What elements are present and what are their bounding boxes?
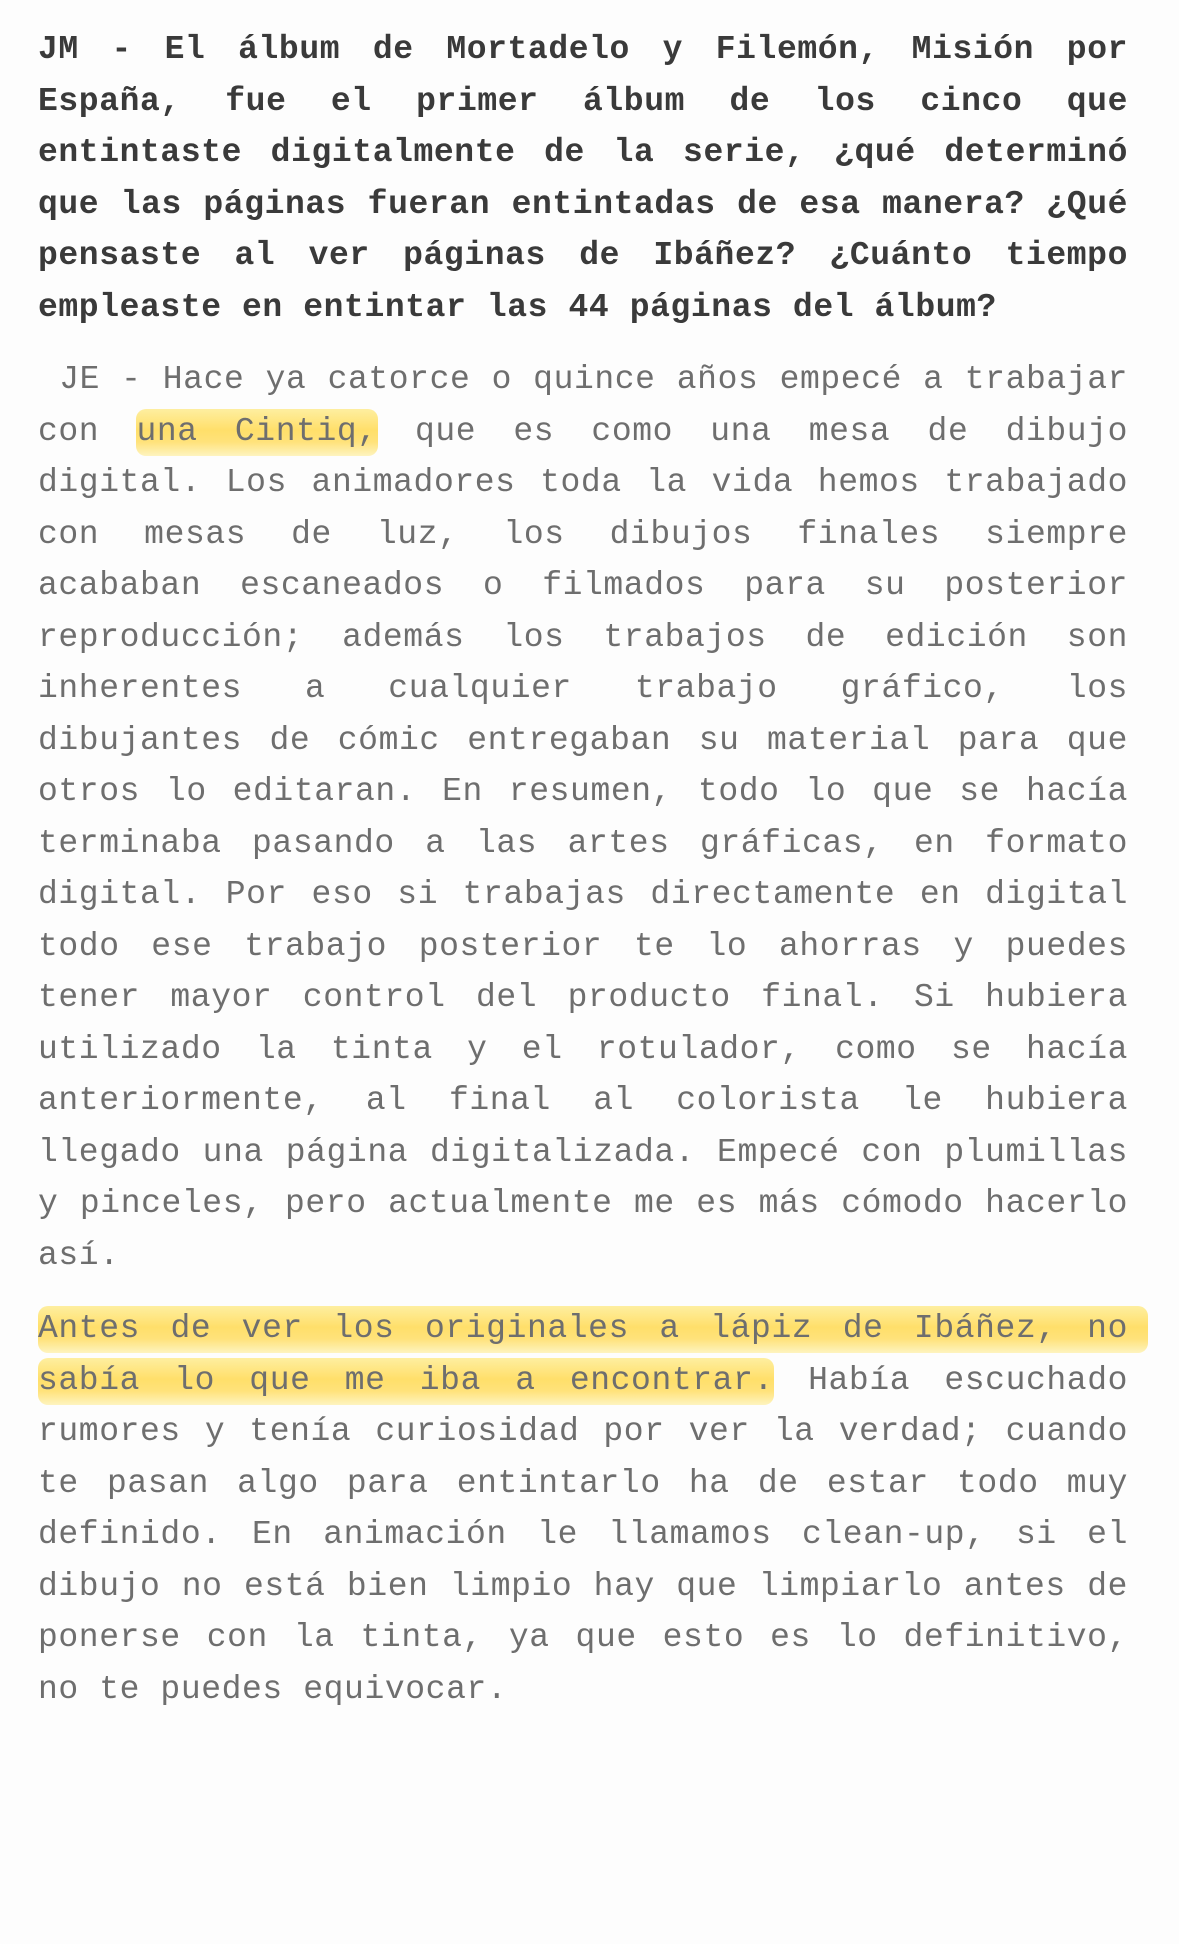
answer-paragraph-1	[38, 354, 1149, 1281]
answer-1-lead: JE - Hace ya catorce o quince años empecé a trabajar con	[38, 361, 1149, 450]
answer-1-rest: que es como una mesa de dibujo digital. Los animadores toda la vida hemos trabajado con mesas de luz, los dibujos finales siempre acababan escaneados o filmados para su posterior reproducción; además los trabajos de edición son inherentes a cualquier trabajo gráfico, los dibujantes de cómic entregaban su material para que otros lo editaran. En resumen, todo lo que se hacía terminaba pasando a las artes gráficas, en formato digital. Por eso si trabajas directamente en digital todo ese trabajo posterior te lo ahorras y puedes tener mayor control del producto final. Si hubiera utilizado la tinta y el rotulador, como se hacía anteriormente, al final al colorista le hubiera llegado una página digitalizada. Empecé con plumillas y pinceles, pero actualmente me es más cómodo hacerlo así.	[38, 412, 1149, 1274]
highlight-antes-de-ver: Antes de ver los originales a lápiz de Ibáñez, no sabía lo que me iba a encontrar.	[38, 1306, 1148, 1405]
interview-page	[38, 24, 1149, 1715]
highlight-una-cintiq: una Cintiq,	[136, 409, 377, 456]
answer-paragraph-2	[38, 1303, 1149, 1715]
answer-2-rest: Había escuchado rumores y tenía curiosidad por ver la verdad; cuando te pasan algo para entintarlo ha de estar todo muy definido. En animación le llamamos clean-up, si el dibujo no está bien limpio hay que limpiarlo antes de ponerse con la tinta, ya que esto es lo definitivo, no te puedes equivocar.	[38, 1361, 1149, 1708]
interview-question: JM - El álbum de Mortadelo y Filemón, Misión por España, fue el primer álbum de los cinco que entintaste digitalmente de la serie, ¿qué determinó que las páginas fueran entintadas de esa manera? ¿Qué pensaste al ver páginas de Ibáñez? ¿Cuánto tiempo empleaste en entintar las 44 páginas del álbum?	[38, 31, 1128, 326]
